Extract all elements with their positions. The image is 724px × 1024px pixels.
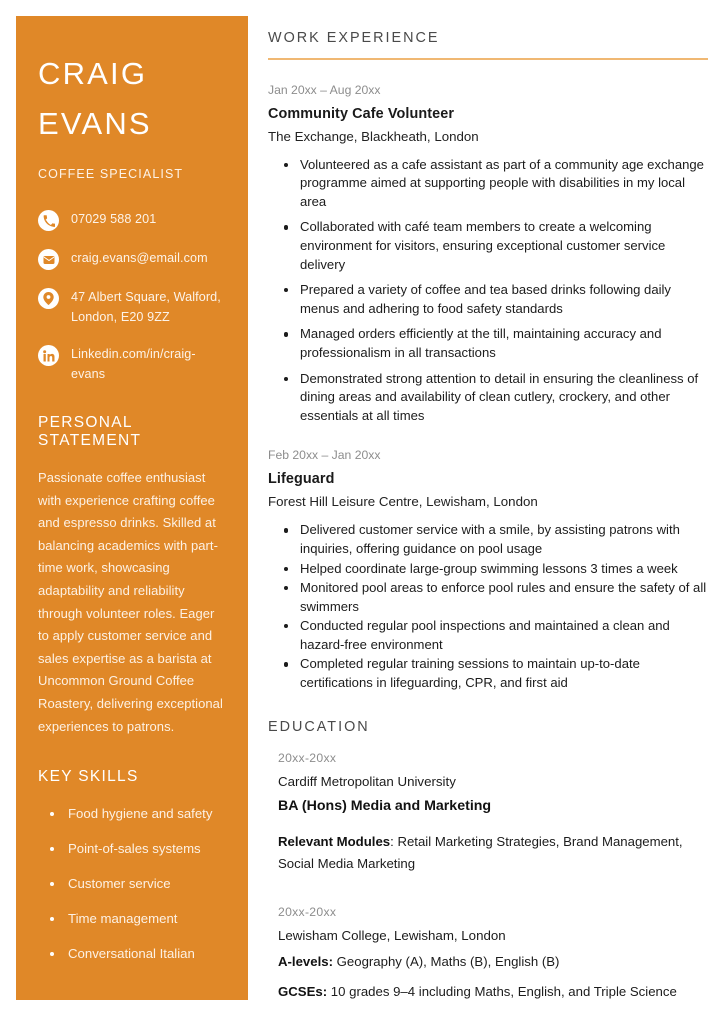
education-modules <box>278 831 708 875</box>
personal-statement-text: Passionate coffee enthusiast with experience crafting coffee and espresso drinks. Skilled at balancing academics with part-time work, showcasing adaptability and reliability through volunteer roles. Eager to apply customer service and sales expertise as a barista at Uncommon Ground Coffee Roastery, delivering exceptional experiences to patrons. <box>38 470 223 734</box>
list-item: Completed regular training sessions to maintain up-to-date certifications in lifeguarding, CPR, and first aid <box>268 655 708 692</box>
contact-email[interactable] <box>38 248 226 270</box>
list-item: Helped coordinate large-group swimming lessons 3 times a week <box>268 560 708 579</box>
linkedin-icon <box>38 345 59 366</box>
education-entry <box>268 905 708 1003</box>
job-duties-list <box>268 156 708 426</box>
education-alevels-label: A-levels: <box>278 953 333 969</box>
sidebar <box>16 16 248 1000</box>
education-modules-label: Relevant Modules <box>278 833 391 849</box>
location-pin-icon <box>38 288 59 309</box>
email-icon <box>38 249 59 270</box>
key-skills-list <box>38 804 226 964</box>
education-date: 20xx-20xx <box>278 904 337 919</box>
list-item: Managed orders efficiently at the till, maintaining accuracy and professionalism in all transactions <box>268 325 708 362</box>
list-item: Demonstrated strong attention to detail in ensuring the cleanliness of dining areas and availability of clean cutlery, crockery, and other essentials at all times <box>268 370 708 426</box>
list-item: Prepared a variety of coffee and tea based drinks following daily menus and adhering to food safety standards <box>268 281 708 318</box>
list-item: Time management <box>38 909 226 929</box>
phone-value: 07029 588 201 <box>71 212 157 226</box>
list-item: Conversational Italian <box>38 944 226 964</box>
job-employer: The Exchange, Blackheath, London <box>268 128 479 144</box>
education-heading: EDUCATION <box>268 718 370 735</box>
job-date: Jan 20xx – Aug 20xx <box>268 82 381 97</box>
list-item: Collaborated with café team members to create a welcoming environment for visitors, ensuring exceptional customer service delivery <box>268 218 708 274</box>
list-item: Volunteered as a cafe assistant as part of a community age exchange programme aimed at supporting people with disabilities in my local area <box>268 156 708 212</box>
address-value: 47 Albert Square, Walford, London, E20 9ZZ <box>71 290 221 324</box>
education-alevels <box>278 951 708 973</box>
list-item: Food hygiene and safety <box>38 804 226 824</box>
job-role: Lifeguard <box>268 471 335 488</box>
job-entry <box>268 81 708 426</box>
list-item: Conducted regular pool inspections and maintained a clean and hazard-free environment <box>268 617 708 654</box>
list-item: Customer service <box>38 874 226 894</box>
job-employer: Forest Hill Leisure Centre, Lewisham, London <box>268 494 538 510</box>
candidate-first-name: CRAIG <box>38 56 148 91</box>
list-item: Monitored pool areas to enforce pool rules and ensure the safety of all swimmers <box>268 579 708 616</box>
personal-statement-heading: PERSONAL STATEMENT <box>38 414 142 449</box>
candidate-job-title: COFFEE SPECIALIST <box>38 167 184 181</box>
contact-address[interactable] <box>38 287 226 327</box>
contact-list <box>38 209 226 384</box>
contact-phone[interactable] <box>38 209 226 231</box>
job-date: Feb 20xx – Jan 20xx <box>268 448 381 463</box>
education-degree: BA (Hons) Media and Marketing <box>278 797 492 814</box>
list-item: Point-of-sales systems <box>38 839 226 859</box>
job-entry <box>268 446 708 692</box>
email-value: craig.evans@email.com <box>71 251 208 265</box>
education-gcses-label: GCSEs: <box>278 983 328 999</box>
education-gcses <box>278 981 708 1003</box>
contact-linkedin[interactable] <box>38 344 226 384</box>
phone-icon <box>38 210 59 231</box>
linkedin-value: Linkedin.com/in/craig-evans <box>71 347 196 381</box>
main-content <box>268 30 708 1003</box>
education-entry <box>268 751 708 875</box>
education-gcses-value: 10 grades 9–4 including Maths, English, and Triple Science <box>327 983 677 999</box>
education-alevels-value: Geography (A), Maths (B), English (B) <box>332 953 560 969</box>
list-item: Delivered customer service with a smile, by assisting patrons with inquiries, offering guidance on pool usage <box>268 521 708 558</box>
education-date: 20xx-20xx <box>278 750 337 765</box>
job-duties-list <box>268 521 708 692</box>
education-school: Cardiff Metropolitan University <box>278 773 456 789</box>
key-skills-heading: KEY SKILLS <box>38 768 139 786</box>
education-modules-value: : Retail Marketing Strategies, Brand Management, Social Media Marketing <box>278 833 683 871</box>
work-experience-divider <box>268 58 708 60</box>
education-school: Lewisham College, Lewisham, London <box>278 927 506 943</box>
work-experience-heading: WORK EXPERIENCE <box>268 30 440 46</box>
job-role: Community Cafe Volunteer <box>268 105 455 122</box>
candidate-last-name: EVANS <box>38 106 152 141</box>
